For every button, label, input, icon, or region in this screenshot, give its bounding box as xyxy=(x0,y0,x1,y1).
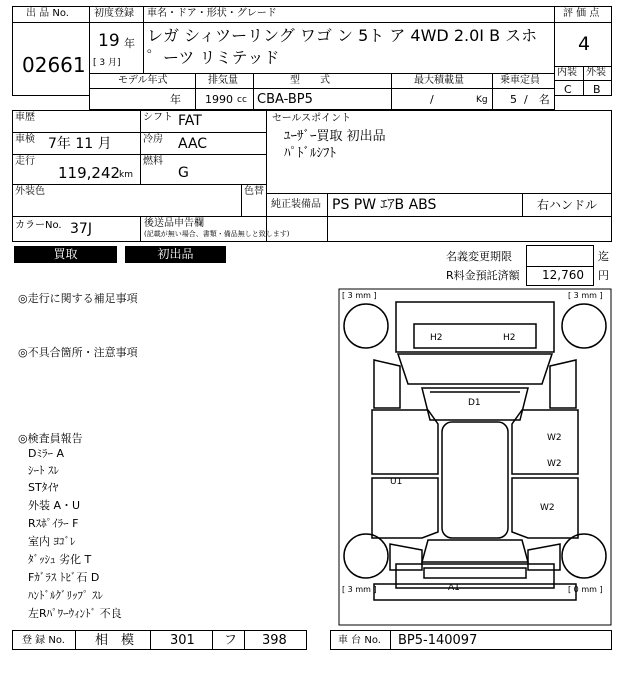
name-change-box xyxy=(526,245,594,267)
registration-class: 301 xyxy=(170,633,195,648)
chassis-label: 車 台 No. xyxy=(338,635,381,646)
model-year-label: モデル年式 xyxy=(118,75,168,86)
color-no-label: カラーNo. xyxy=(15,220,62,231)
mileage-unit: km xyxy=(119,170,133,180)
tire-front-left xyxy=(344,304,388,348)
registration-place: 相 模 xyxy=(95,633,135,648)
displacement-value: 1990 xyxy=(205,93,233,106)
tire-bl-label: [ 3 mm ] xyxy=(342,585,377,594)
color-change-label: 色替 xyxy=(244,186,264,197)
inspector-item: Rｽﾎﾟｲﾗｰ F xyxy=(28,517,79,530)
score-value: 4 xyxy=(578,33,591,55)
inspector-item: 外装 A・U xyxy=(28,499,81,512)
shift-label: シフト xyxy=(143,112,173,123)
inspection-value: 7年 11 月 xyxy=(48,136,112,152)
car-name-line1: レガ シィツーリング ワゴ ン 5ト ア 4WD 2.0I B スホ xyxy=(147,26,538,45)
car-diagram-svg xyxy=(338,288,612,626)
inspector-item: ﾀﾞｯｼｭ 劣化 T xyxy=(28,553,92,566)
fuel-value: G xyxy=(178,165,189,181)
inspector-item: Dﾐﾗｰ A xyxy=(28,447,64,460)
ac-label: 冷房 xyxy=(143,134,163,145)
lot-number: 02661 xyxy=(22,53,86,77)
tag-kaitori: 買取 xyxy=(14,246,117,263)
shift-value: FAT xyxy=(178,113,202,129)
exterior-label: 外装 xyxy=(586,67,606,78)
mark-a1: A1 xyxy=(448,583,460,593)
inspector-item: ﾊﾝﾄﾞﾙｸﾞﾘｯﾌﾟ ｽﾚ xyxy=(28,589,103,602)
first-reg-year-unit: 年 xyxy=(124,37,135,50)
capacity-value: 5 xyxy=(510,93,517,106)
mark-w2-c: W2 xyxy=(540,503,555,513)
registration-number: 398 xyxy=(262,633,287,648)
defect-heading: ◎不具合箇所・注意事項 xyxy=(18,346,138,359)
sales-point-2: ﾊﾟﾄﾞﾙｼﾌﾄ xyxy=(284,146,336,161)
max-load-value: / xyxy=(430,93,434,106)
mileage-label: 走行 xyxy=(15,156,35,167)
first-reg-label: 初度登録 xyxy=(94,8,134,19)
tire-tl-label: [ 3 mm ] xyxy=(342,291,377,300)
car-diagram xyxy=(338,288,612,626)
displacement-label: 排気量 xyxy=(208,75,238,86)
inspector-item: 左Rﾊﾟﾜｰｳｨﾝﾄﾞ 不良 xyxy=(28,607,122,620)
tire-rear-left xyxy=(344,534,388,578)
capacity-unit: / 名 xyxy=(524,93,550,106)
capacity-label: 乗車定員 xyxy=(500,75,540,86)
type-label: 型 式 xyxy=(290,75,330,86)
registration-kana: フ xyxy=(224,633,238,648)
inspector-item: Fｶﾞﾗｽ ﾄﾋﾞ石 D xyxy=(28,571,100,584)
recycle-value: 12,760 xyxy=(542,268,584,282)
inspection-label: 車検 xyxy=(15,134,35,145)
handle-value: 右ハンドル xyxy=(537,198,598,212)
inspector-item: ｼｰﾄ ｽﾚ xyxy=(28,464,59,477)
score-label: 評 価 点 xyxy=(563,8,600,19)
mark-w2-a: W2 xyxy=(547,433,562,443)
inspector-heading: ◎検査員報告 xyxy=(18,432,83,445)
mark-h2-right: H2 xyxy=(503,333,516,343)
displacement-unit: cc xyxy=(237,95,247,105)
tire-tr-label: [ 3 mm ] xyxy=(568,291,603,300)
inspector-item: 室内 ﾖｺﾞﾚ xyxy=(28,535,76,548)
tire-rear-right xyxy=(562,534,606,578)
type-value: CBA-BP5 xyxy=(257,92,313,107)
recycle-unit: 円 xyxy=(598,269,609,282)
tag-first-listing: 初出品 xyxy=(125,246,226,263)
post-item-note: (記載が無い場合、書類・備品無しと致します) xyxy=(144,230,290,238)
registration-label: 登 録 No. xyxy=(22,635,65,646)
tire-front-right xyxy=(562,304,606,348)
interior-label: 内装 xyxy=(557,67,577,78)
inspector-item: STﾀｲﾔ xyxy=(28,481,59,494)
name-change-suffix: 迄 xyxy=(598,250,609,263)
first-reg-month: [ 3 月] xyxy=(93,58,121,68)
mark-w2-b: W2 xyxy=(547,459,562,469)
max-load-unit: Kg xyxy=(476,95,488,105)
history-label: 車歴 xyxy=(15,112,35,123)
car-name-label: 車名・ドア・形状・グレード xyxy=(147,8,277,19)
mark-h2-left: H2 xyxy=(430,333,443,343)
max-load-label: 最大積載量 xyxy=(414,75,464,86)
recycle-label: R料金預託済額 xyxy=(446,269,520,282)
equipment-value: PS PW ｴｱB ABS xyxy=(332,197,437,213)
model-year-unit: 年 xyxy=(170,93,181,106)
name-change-label: 名義変更期限 xyxy=(446,250,512,263)
exterior-grade: B xyxy=(593,83,601,96)
driving-heading: ◎走行に関する補足事項 xyxy=(18,292,138,305)
sales-point-1: ﾕｰｻﾞｰ買取 初出品 xyxy=(284,129,386,144)
equipment-label: 純正装備品 xyxy=(271,199,321,210)
first-reg-year: 19 xyxy=(98,31,120,51)
fuel-label: 燃料 xyxy=(143,156,163,167)
mark-u1: U1 xyxy=(390,477,403,487)
chassis-number: BP5-140097 xyxy=(398,633,478,648)
post-item-label: 後送品申告欄 xyxy=(144,218,204,229)
color-no-value: 37J xyxy=(70,221,92,237)
mileage-value: 119,242 xyxy=(58,164,121,182)
lot-label: 出 品 No. xyxy=(26,8,69,19)
sales-point-label: セールスポイント xyxy=(272,113,352,124)
ac-value: AAC xyxy=(178,136,208,152)
ext-color-label: 外装色 xyxy=(15,186,45,197)
mark-d1: D1 xyxy=(468,398,481,408)
interior-grade: C xyxy=(564,83,572,96)
car-name-line2: ゜ーツ リミテッド xyxy=(147,48,280,67)
post-item-box xyxy=(140,216,612,242)
tire-br-label: [ 0 mm ] xyxy=(568,585,603,594)
